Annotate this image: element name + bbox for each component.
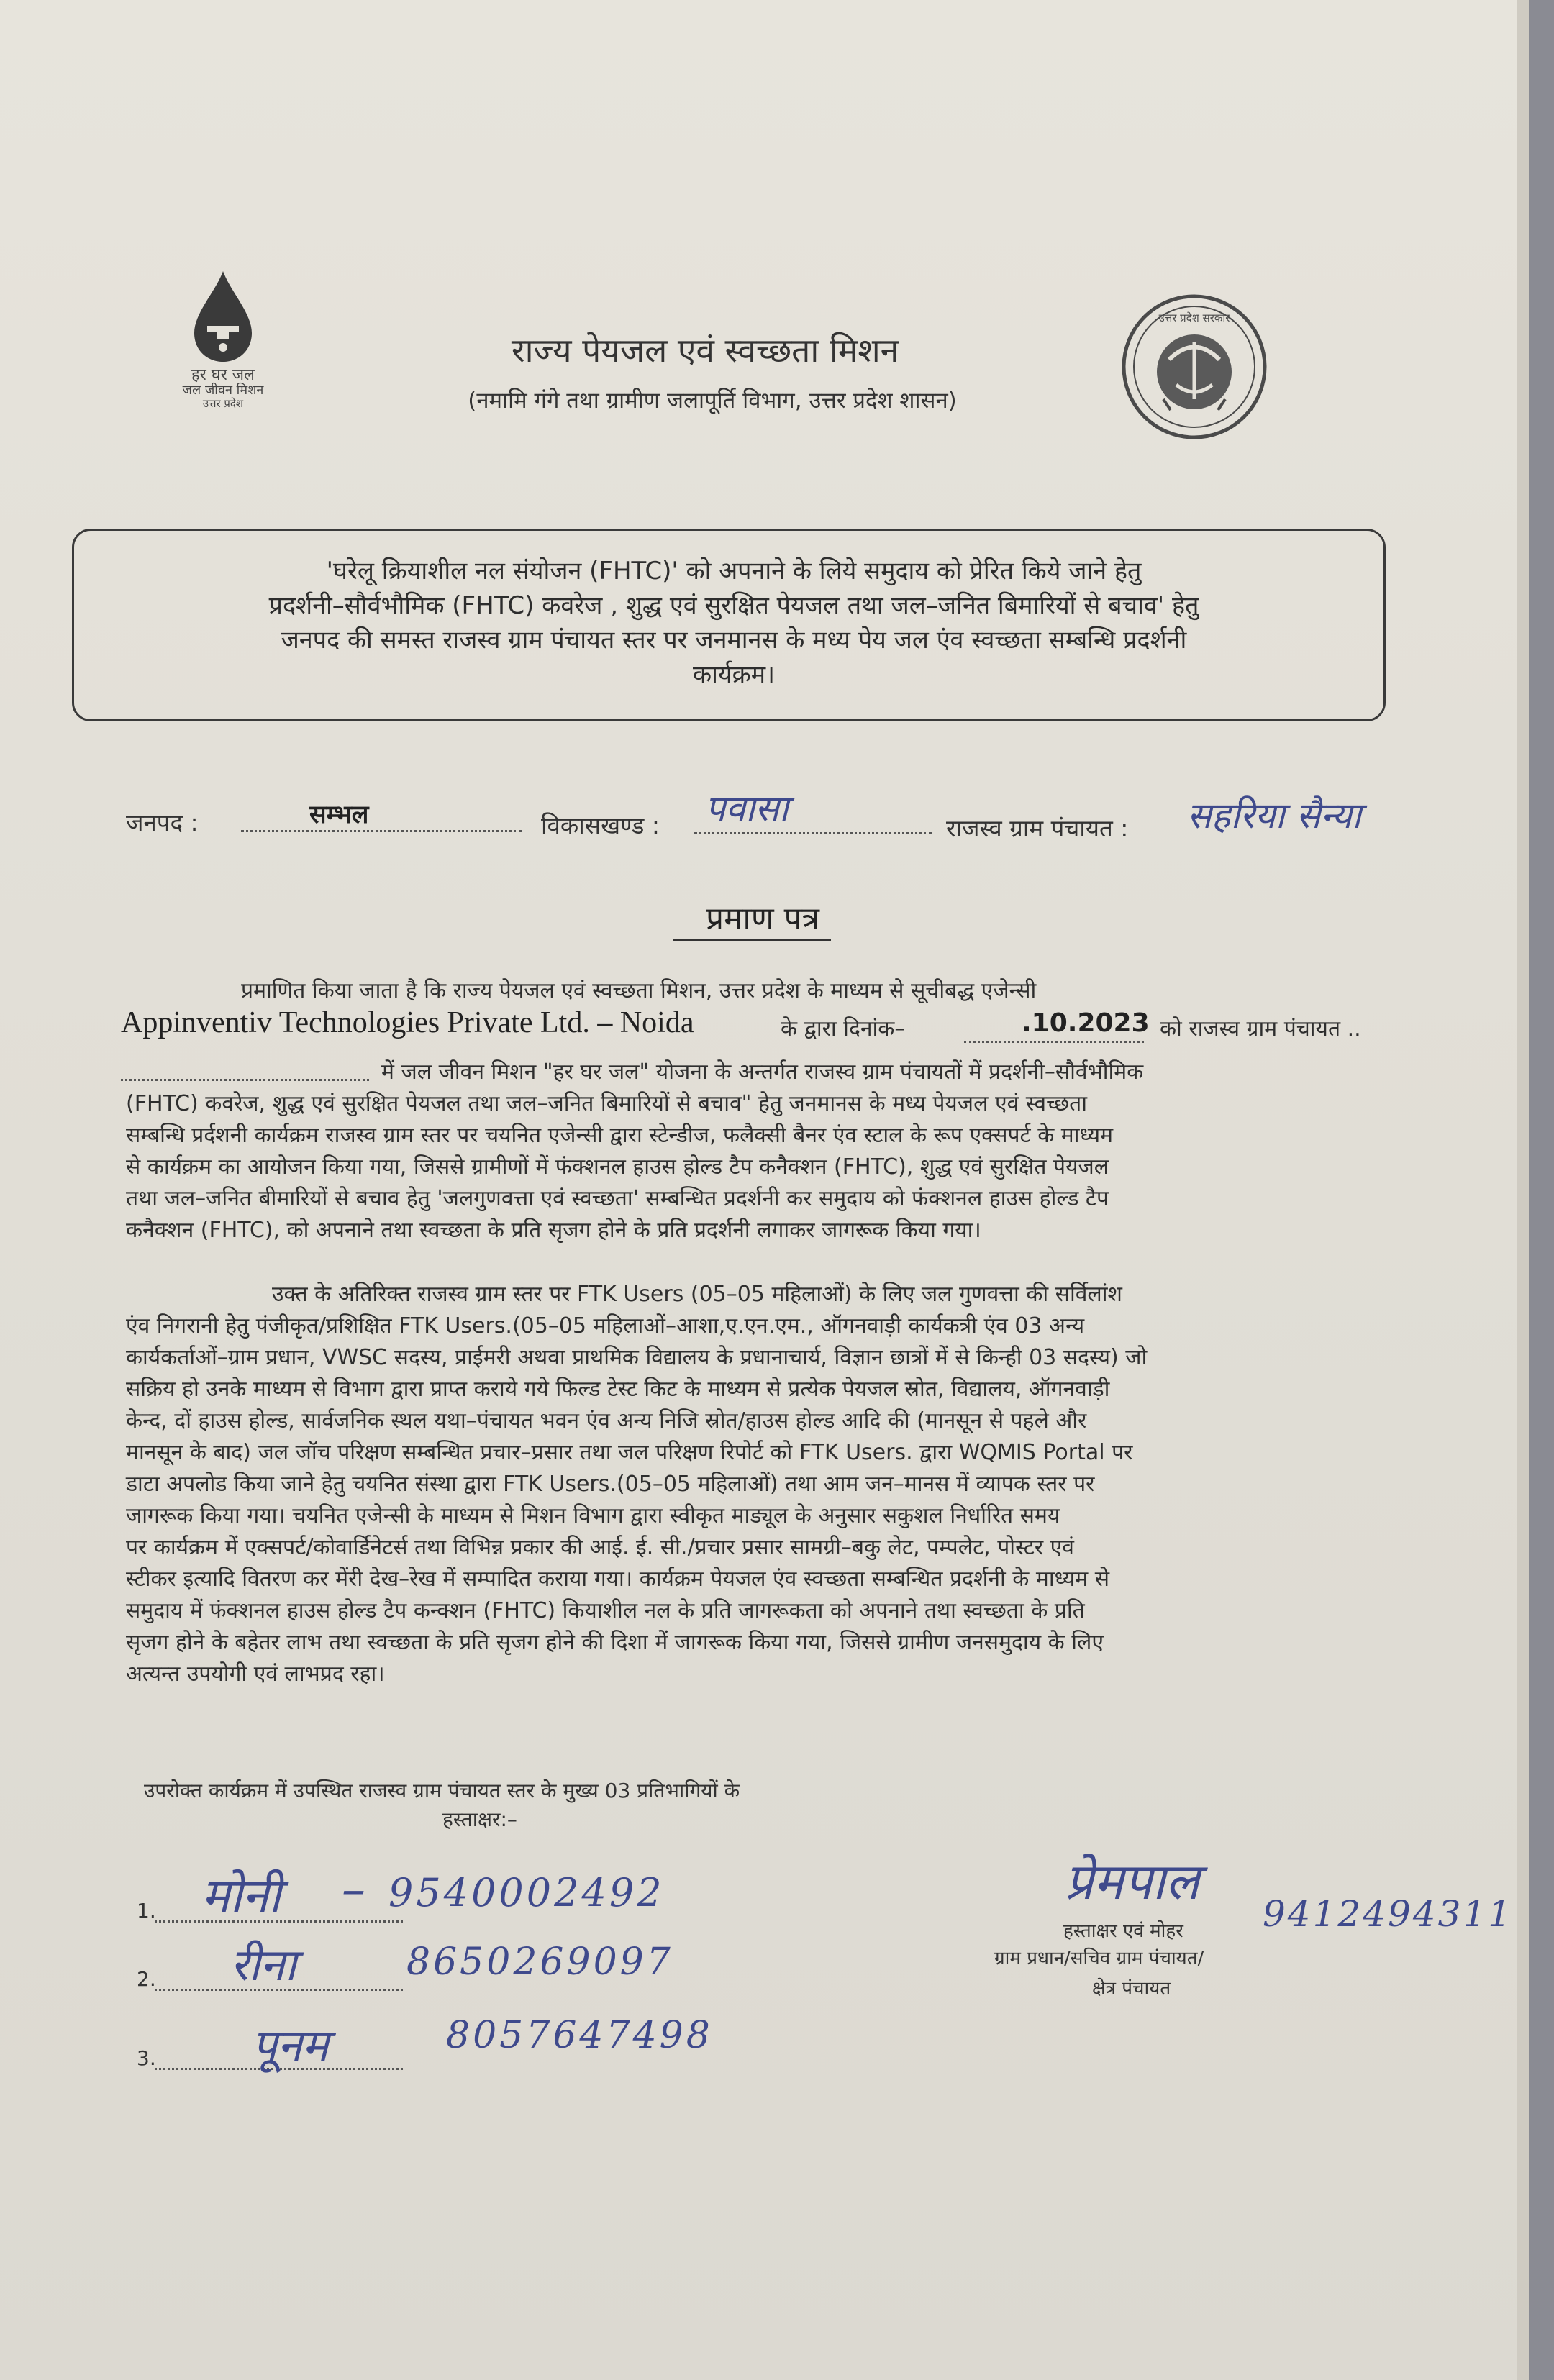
logo-text-1: हर घर जल <box>191 366 255 384</box>
para2-line-6: मानसून के बाद) जल जॉच परिक्षण सम्बन्धित प्रचार–प्रसार तथा जल परिक्षण रिपोर्ट को FTK Users. द्वारा WQMIS Portal पर <box>126 1440 1133 1465</box>
har-ghar-jal-logo <box>144 270 302 414</box>
logo-text-2: जल जीवन मिशन <box>182 383 264 398</box>
para2-line-10: स्टीकर इत्यादि वितरण कर मेंरी देख–रेख में सम्पादित कराया गया। कार्यक्रम पेयजल एंव स्वच्छता सम्बन्धित प्रदर्शनी के माध्यम से <box>126 1567 1110 1592</box>
subject-line-1: 'घरेलू क्रियाशील नल संयोजन (FHTC)' को अपनाने के लिये समुदाय को प्रेरित किये जाने हेतु <box>326 557 1142 585</box>
signatory-label-1: हस्ताक्षर एवं मोहर <box>1063 1920 1183 1942</box>
org-title: राज्य पेयजल एवं स्वच्छता मिशन <box>511 331 899 370</box>
para1-line-1: में जल जीवन मिशन "हर घर जल" योजना के अन्तर्गत राजस्व ग्राम पंचायतों में प्रदर्शनी–सौर्वभौमिक <box>381 1059 1144 1085</box>
org-subtitle: (नमामि गंगे तथा ग्रामीण जलापूर्ति विभाग, उत्तर प्रदेश शासन) <box>468 388 957 414</box>
agency-suffix: के द्वारा दिनांक– <box>781 1016 906 1041</box>
participants-heading-2: हस्ताक्षर:– <box>442 1807 517 1831</box>
panchayat-value: सहरिया सैन्या <box>1187 795 1362 836</box>
signatory-label-3: क्षेत्र पंचायत <box>1092 1978 1171 2000</box>
para2-line-12: सृजग होने के बहेतर लाभ तथा स्वच्छता के प्रति सृजग होने की दिशा में जागरूक किया गया, जिससे ग्रामीण जनसमुदाय के लिए <box>126 1630 1104 1655</box>
participant-3-name: पूनम <box>252 2019 329 2071</box>
participant-1-name: मोनी <box>201 1868 281 1923</box>
participant-3-number: 3. <box>137 2046 156 2070</box>
agency-name: Appinventiv Technologies Private Ltd. – Noida <box>121 1006 694 1039</box>
signatory-signature: प्रेमपाल <box>1065 1852 1200 1911</box>
water-drop-icon <box>187 270 259 363</box>
participant-1-phone: 9540002492 <box>388 1870 665 1915</box>
block-label: विकासखण्ड : <box>541 811 660 839</box>
para2-line-8: जागरूक किया गया। चयनित एजेन्सी के माध्यम से मिशन विभाग द्वारा स्वीकृत माड्यूल के अनुसार सकुशल निर्धारित समय <box>126 1503 1060 1528</box>
participant-1-separator: – <box>342 1861 365 1917</box>
district-value: सम्भल <box>309 801 369 829</box>
paper-edge <box>1517 0 1529 2380</box>
logo-text-3: उत्तर प्रदेश <box>202 397 244 410</box>
background-edge <box>1529 0 1554 2380</box>
para2-line-13: अत्यन्त उपयोगी एवं लाभप्रद रहा। <box>126 1661 385 1687</box>
para2-line-5: केन्द, दों हाउस होल्ड, सार्वजनिक स्थल यथा–पंचायत भवन एंव अन्य निजि स्रोत/हाउस होल्ड आदि की (मानसून से पहले और <box>126 1408 1087 1433</box>
para1-line-6: कनैक्शन (FHTC), को अपनाने तथा स्वच्छता के प्रति सृजग होने के प्रति प्रदर्शनी लगाकर जागरूक किया गया। <box>126 1218 981 1243</box>
subject-line-4: कार्यक्रम। <box>693 660 775 689</box>
para1-line-3: सम्बन्धि प्रर्दशनी कार्यक्रम राजस्व ग्राम स्तर पर चयनित एजेन्सी द्वारा स्टेन्डीज, फलैक्सी बैनर एंव स्टाल के रूप एक्सपर्ट के माध्यम <box>126 1123 1114 1148</box>
subject-line-3: जनपद की समस्त राजस्व ग्राम पंचायत स्तर पर जनमानस के मध्य पेय जल एंव स्वच्छता सम्बन्धि प्रदर्शनी <box>281 626 1187 655</box>
cert-line-1: प्रमाणित किया जाता है कि राज्य पेयजल एवं स्वच्छता मिशन, उत्तर प्रदेश के माध्यम से सूचीबद्ध एजेन्सी <box>241 978 1037 1003</box>
panchayat-label: राजस्व ग्राम पंचायत : <box>946 814 1129 842</box>
para2-line-11: समुदाय में फंक्शनल हाउस होल्ड टैप कन्क्शन (FHTC) कियाशील नल के प्रति जागरूकता को अपनाने तथा स्वच्छता के प्रति <box>126 1598 1085 1623</box>
para2-line-1: उक्त के अतिरिक्त राजस्व ग्राम स्तर पर FTK Users (05–05 महिलाओं) के लिए जल गुणवत्ता की सर्विलांश <box>272 1282 1122 1307</box>
para1-line-4: से कार्यक्रम का आयोजन किया गया, जिससे ग्रामीणों में फंक्शनल हाउस होल्ड टैप कनैक्शन (FHTC), शुद्ध एवं सुरक्षित पेयजल <box>126 1154 1109 1180</box>
cert-line-2-end: को राजस्व ग्राम पंचायत .. <box>1160 1016 1361 1041</box>
para2-line-2: एंव निगरानी हेतु पंजीकृत/प्रशिक्षित FTK Users.(05–05 महिलाओं–आशा,ए.एन.एम., ऑगनवाड़ी कार्यकत्री एंव 03 अन्य <box>126 1313 1085 1339</box>
subject-text <box>108 554 1360 692</box>
up-government-seal <box>1119 291 1270 442</box>
certificate-heading: प्रमाण पत्र <box>706 901 819 937</box>
para2-line-3: कार्यकर्ताओं–ग्राम प्रधान, VWSC सदस्य, प्राईमरी अथवा प्राथमिक विद्यालय के प्रधानाचार्य, विज्ञान छात्रों में से किन्ही 03 सदस्य) जो <box>126 1345 1148 1370</box>
signatory-label-2: ग्राम प्रधान/सचिव ग्राम पंचायत/ <box>994 1948 1204 1969</box>
participants-heading-1: उपरोक्त कार्यक्रम में उपस्थित राजस्व ग्राम पंचायत स्तर के मुख्य 03 प्रतिभागियों के <box>144 1779 740 1802</box>
participant-2-phone: 8650269097 <box>406 1941 673 1984</box>
para2-line-4: सक्रिय हो उनके माध्यम से विभाग द्वारा प्राप्त कराये गये फिल्ड टेस्ट किट के माध्यम से प्रत्येक पेयजल स्रोत, विद्यालय, ऑगनवाड़ी <box>126 1377 1110 1402</box>
para2-line-7: डाटा अपलोड किया जाने हेतु चयनित संस्था द्वारा FTK Users.(05–05 महिलाओं) तथा आम जन–मानस में व्यापक स्तर पर <box>126 1472 1095 1497</box>
date-value: .10.2023 <box>1022 1008 1150 1038</box>
seal-text: उत्तर प्रदेश सरकार <box>1158 311 1230 324</box>
district-dots <box>241 829 522 832</box>
date-dots <box>964 1039 1144 1043</box>
panchayat-dots <box>121 1077 369 1081</box>
block-value: पवासा <box>705 788 789 829</box>
district-label: जनपद : <box>126 808 199 836</box>
participant-2-name: रीना <box>230 1938 296 1991</box>
para1-line-5: तथा जल–जनित बीमारियों से बचाव हेतु 'जलगुणवत्ता एवं स्वच्छता' सम्बन्धित प्रदर्शनी कर समुदाय को फंक्शनल हाउस होल्ड टैप <box>126 1186 1109 1211</box>
participant-3-phone: 8057647498 <box>446 2014 713 2057</box>
participant-1-number: 1. <box>137 1899 156 1923</box>
subject-line-2: प्रदर्शनी–सौर्वभौमिक (FHTC) कवरेज , शुद्ध एवं सुरक्षित पेयजल तथा जल–जनित बिमारियों से बचाव' हेतु <box>268 591 1199 620</box>
para1-line-2: (FHTC) कवरेज, शुद्ध एवं सुरक्षित पेयजल तथा जल–जनित बिमारियों से बचाव" हेतु जनमानस के मध्य पेयजल एवं स्वच्छता <box>126 1091 1088 1116</box>
heading-underline <box>673 939 831 941</box>
signatory-phone: 9412494311 <box>1263 1893 1514 1935</box>
para2-line-9: पर कार्यक्रम में एक्सपर्ट/कोवार्डिनेटर्स तथा विभिन्न प्रकार की आई. ई. सी./प्रचार प्रसार सामग्री–बकु लेट, पम्पलेट, पोस्टर एवं <box>126 1535 1074 1560</box>
participant-2-number: 2. <box>137 1967 156 1991</box>
